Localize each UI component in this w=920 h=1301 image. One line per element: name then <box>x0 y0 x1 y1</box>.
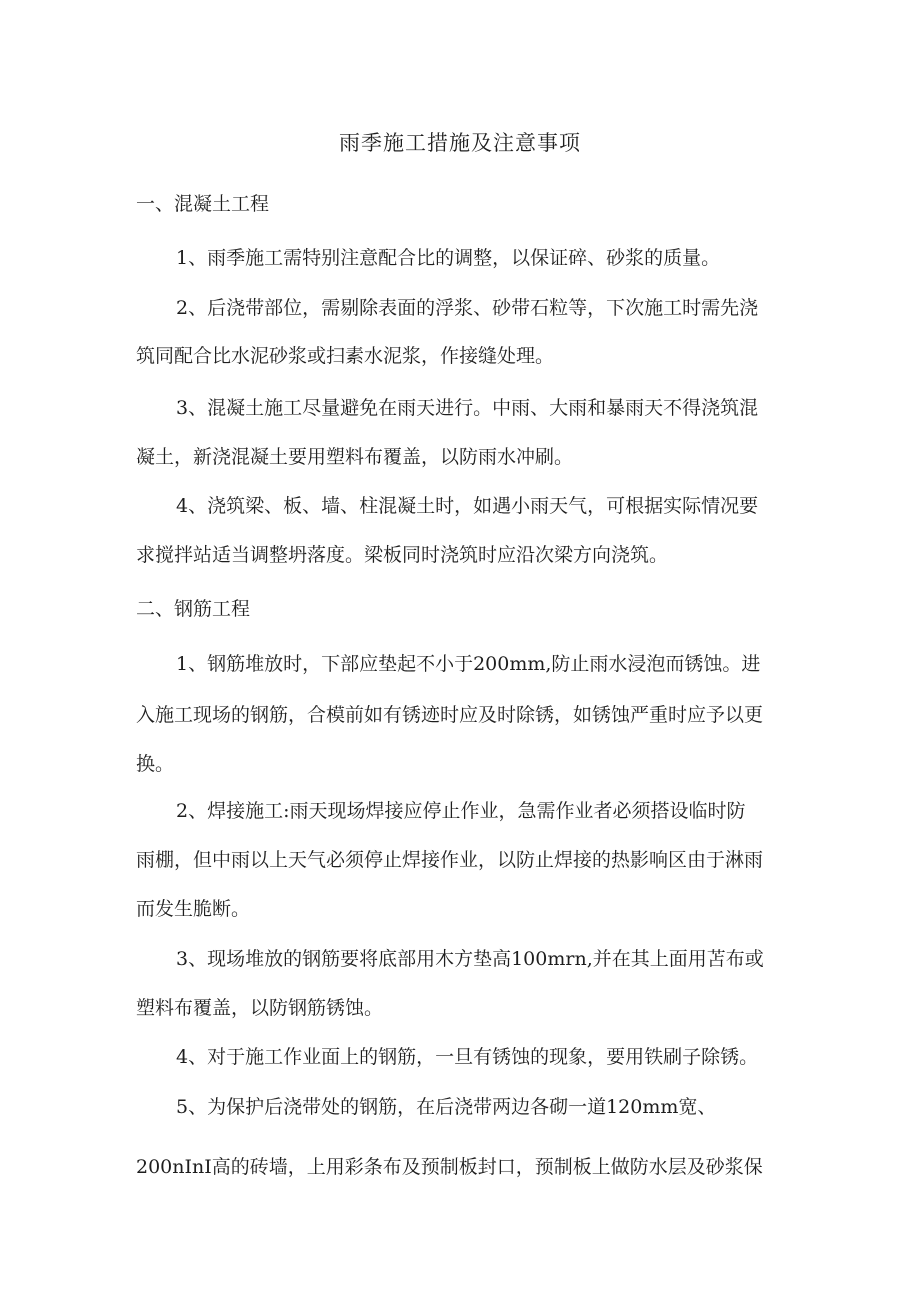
paragraph-line: 1、雨季施工需特别注意配合比的调整，以保证碎、砂浆的质量。 <box>176 247 721 269</box>
paragraph-line: 2、后浇带部位，需剔除表面的浮浆、砂带石粒等，下次施工时需先浇 <box>176 297 759 319</box>
paragraph-line: 入施工现场的钢筋，合模前如有锈迹时应及时除锈，如锈蚀严重时应予以更 <box>136 704 764 726</box>
paragraph-line: 200nInI高的砖墙，上用彩条布及预制板封口，预制板上做防水层及砂浆保 <box>136 1156 763 1178</box>
paragraph-line: 2、焊接施工:雨天现场焊接应停止作业，急需作业者必须搭设临时防 <box>176 800 746 822</box>
paragraph-line: 4、浇筑梁、板、墙、柱混凝土时，如遇小雨天气，可根据实际情况要 <box>176 495 759 517</box>
paragraph-line: 塑料布覆盖，以防钢筋锈蚀。 <box>136 997 384 1019</box>
paragraph-line: 4、对于施工作业面上的钢筋，一旦有锈蚀的现象，要用铁刷子除锈。 <box>176 1046 759 1068</box>
document-title: 雨季施工措施及注意事项 <box>339 131 581 155</box>
paragraph-line: 换。 <box>136 753 175 775</box>
paragraph-line: 5、为保护后浇带处的钢筋，在后浇带两边各砌一道120mm宽、 <box>176 1096 717 1118</box>
paragraph-line: 而发生脆断。 <box>136 898 251 920</box>
paragraph-line: 3、现场堆放的钢筋要将底部用木方垫高100mrn,并在其上面用苫布或 <box>176 948 764 970</box>
paragraph-line: 雨棚，但中雨以上天气必须停止焊接作业，以防止焊接的热影响区由于淋雨 <box>136 849 764 871</box>
paragraph-line: 求搅拌站适当调整坍落度。梁板同时浇筑时应沿次梁方向浇筑。 <box>136 544 669 566</box>
paragraph-line: 3、混凝土施工尽量避免在雨天进行。中雨、大雨和暴雨天不得浇筑混 <box>176 397 759 419</box>
paragraph-line: 凝土，新浇混凝土要用塑料布覆盖，以防雨水冲刷。 <box>136 446 574 468</box>
section-heading-concrete: 一、混凝土工程 <box>136 193 270 215</box>
paragraph-line: 筑同配合比水泥砂浆或扫素水泥浆，作接缝处理。 <box>136 345 555 367</box>
paragraph-line: 1、钢筋堆放时，下部应垫起不小于200mm,防止雨水浸泡而锈蚀。进 <box>176 653 761 675</box>
section-heading-rebar: 二、钢筋工程 <box>136 598 251 620</box>
